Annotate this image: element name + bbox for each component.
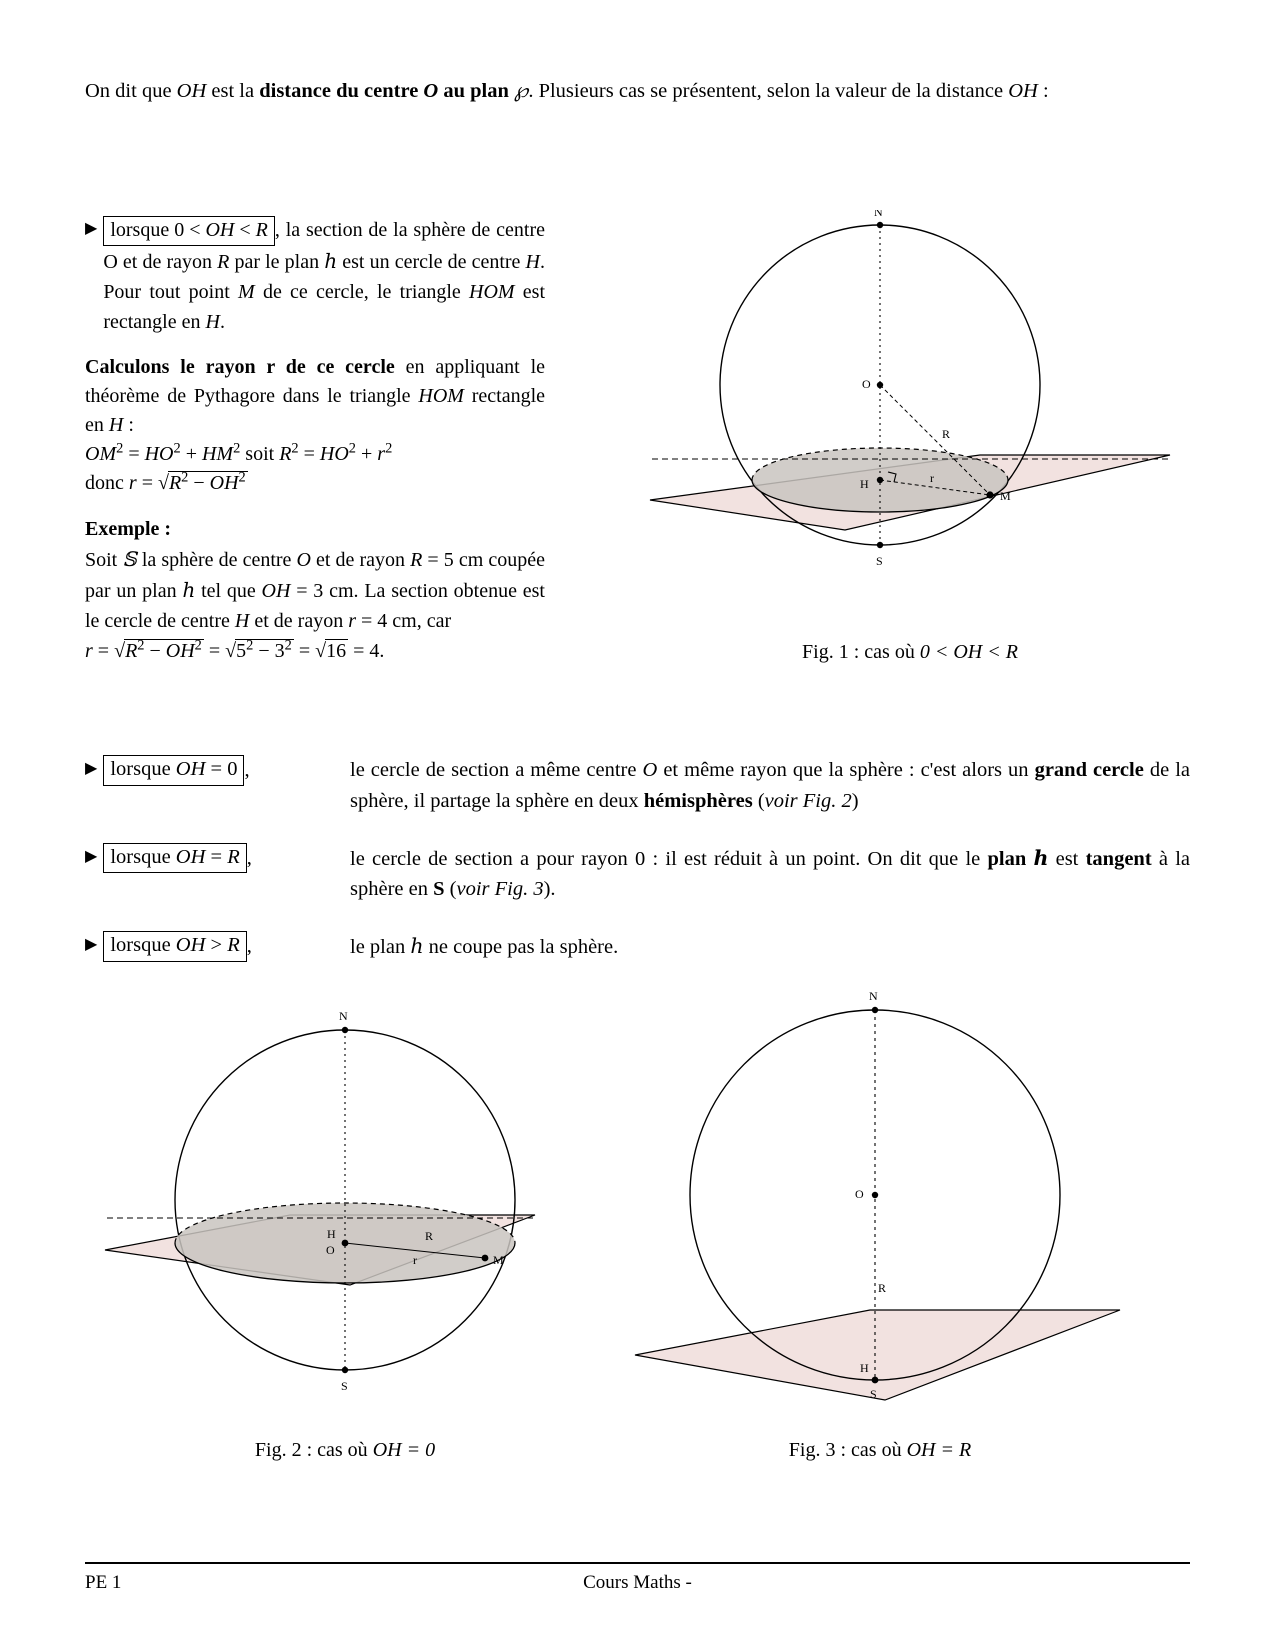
label-h: H: [860, 477, 869, 491]
figure-1-caption: [630, 641, 1190, 664]
case-1-bullet-line: [85, 215, 545, 337]
intro-text: [85, 75, 1190, 108]
case-comma-1: ,: [244, 759, 250, 781]
label-o: O: [855, 1187, 864, 1201]
case-row-oh-equals-r: [85, 843, 1190, 906]
label-small-r: r: [413, 1253, 417, 1267]
example-heading: Exemple :: [85, 518, 172, 540]
case-boxed-oh-zero: lorsque OH = 0: [103, 755, 244, 786]
case-comma-3: ,: [246, 935, 252, 957]
case-row-oh-zero: [85, 755, 1190, 817]
intro-part-2: est la: [206, 80, 260, 102]
case-row-oh-greater-r: [85, 931, 1190, 963]
bullet-triangle-icon: ▶: [85, 760, 98, 777]
label-s: S: [341, 1379, 348, 1393]
case-comma-2: ,: [246, 846, 252, 869]
intro-plane-symbol: ℘: [514, 78, 529, 102]
point-o-h: [342, 1240, 349, 1247]
figure-3-caption-math: OH = R: [906, 1439, 972, 1461]
example-text: Soit 𝕊 la sphère de centre O et de rayon R = 5 cm coupée par un plan ℎ tel que OH = 3 cm. La section obtenue est le cercle de centre H et de rayon r = 4 cm, car: [85, 547, 545, 632]
intro-oh-1: OH: [176, 80, 207, 102]
intro-part-4: :: [1037, 80, 1049, 102]
bullet-triangle-icon: ▶: [85, 847, 98, 865]
figure-3-caption-prefix: Fig. 3 : cas où: [788, 1439, 907, 1461]
bullet-triangle-icon: ▶: [85, 220, 98, 237]
label-m: M: [493, 1253, 504, 1267]
figure-2: [95, 1000, 595, 1462]
label-n: N: [869, 989, 878, 1003]
case-text-oh-greater-r: le plan ℎ ne coupe pas la sphère.: [350, 934, 619, 958]
plane-polygon: [635, 1310, 1120, 1400]
intro-paragraph: [85, 75, 1190, 108]
figure-2-svg: [95, 1000, 595, 1430]
label-big-r: R: [942, 427, 951, 441]
figure-3-svg: [620, 980, 1140, 1430]
figure-1-caption-prefix: Fig. 1 : cas où: [802, 641, 920, 663]
figure-1-svg: [630, 210, 1190, 630]
label-small-r: r: [930, 471, 934, 485]
intro-bold-2: au plan: [438, 80, 515, 102]
case-label-oh-zero: [85, 755, 350, 786]
case-boxed-oh-greater-r: lorsque OH > R: [103, 931, 246, 962]
point-s-h: [872, 1377, 879, 1384]
point-n: [342, 1027, 348, 1033]
point-m: [482, 1255, 489, 1262]
formula-radius: donc $r = √R^2 - OH^2$: [85, 469, 246, 494]
point-m: [986, 491, 993, 498]
point-h: [877, 477, 883, 483]
cases-list: [85, 755, 1190, 989]
example-formula: $r = √R^2 - OH^2 = √5^2 - 3^2 = √16 = 4$.: [85, 637, 385, 662]
case-1-example: [85, 514, 545, 666]
footer-center-text: Cours Maths -: [583, 1572, 692, 1593]
case-label-oh-greater-r: [85, 931, 350, 962]
formula-pythagore: $OM^2 = HO^2 + HM^2$ soit $R^2 = HO^2 + r^2$: [85, 440, 393, 465]
calc-text: en appliquant le théorème de Pythagore dans le triangle HOM rectangle en H :: [85, 356, 546, 436]
label-o: O: [326, 1243, 335, 1257]
calc-heading: Calculons le rayon r de ce cercle: [85, 356, 395, 378]
label-n: N: [339, 1009, 348, 1023]
label-h: H: [327, 1227, 336, 1241]
point-n: [872, 1007, 878, 1013]
intro-oh-2: OH: [1008, 80, 1038, 102]
intro-part-3: . Plusieurs cas se présentent, selon la valeur de la distance: [528, 80, 1009, 102]
label-h: H: [860, 1361, 869, 1375]
case-1-boxed-condition: lorsque 0 < OH < R: [103, 216, 275, 246]
figure-2-caption: [95, 1439, 595, 1462]
label-o: O: [862, 377, 871, 391]
point-s: [342, 1367, 348, 1373]
figure-3: [620, 980, 1140, 1462]
intro-part-1: On dit que: [85, 80, 177, 102]
footer-divider: [85, 1562, 1190, 1564]
case-1-description: , la section de la sphère de centre O et de rayon R par le plan ℎ est un cercle de centre H. Pour tout point M de ce cercle, le triangle HOM est rectangle en H.: [103, 219, 545, 333]
label-big-r: R: [425, 1229, 434, 1243]
point-o: [877, 382, 883, 388]
bullet-triangle-icon: ▶: [85, 936, 98, 953]
point-n: [877, 222, 883, 228]
label-s: S: [870, 1387, 877, 1401]
label-m: M: [1000, 489, 1011, 503]
case-boxed-oh-equals-r: lorsque OH = R: [103, 843, 246, 874]
case-label-oh-equals-r: [85, 843, 350, 874]
intro-o: O: [423, 80, 439, 102]
figure-3-caption: [620, 1439, 1140, 1462]
figure-1: [630, 210, 1190, 680]
point-o: [872, 1192, 878, 1198]
figure-2-caption-math: OH = 0: [372, 1439, 436, 1461]
point-s: [877, 542, 883, 548]
case-1-block: [85, 210, 1190, 725]
label-s: S: [876, 554, 883, 568]
intro-bold-1: distance du centre: [259, 80, 424, 102]
figure-1-caption-math: 0 < OH < R: [919, 641, 1018, 663]
figure-2-caption-prefix: Fig. 2 : cas où: [254, 1439, 373, 1461]
footer-left-text: PE 1: [85, 1572, 122, 1593]
case-text-oh-equals-r: le cercle de section a pour rayon 0 : il est réduit à un point. On dit que le plan ℎ est tangent à la sphère en S (voir Fig. 3).: [350, 845, 1191, 901]
case-1-text-column: [85, 215, 545, 666]
label-n: N: [874, 210, 883, 219]
label-big-r: R: [878, 1281, 887, 1295]
case-1-calculation: [85, 353, 545, 498]
case-text-oh-zero: le cercle de section a même centre O et même rayon que la sphère : c'est alors un grand cercle de la sphère, il partage la sphère en deux hémisphères (voir Fig. 2): [350, 759, 1190, 812]
